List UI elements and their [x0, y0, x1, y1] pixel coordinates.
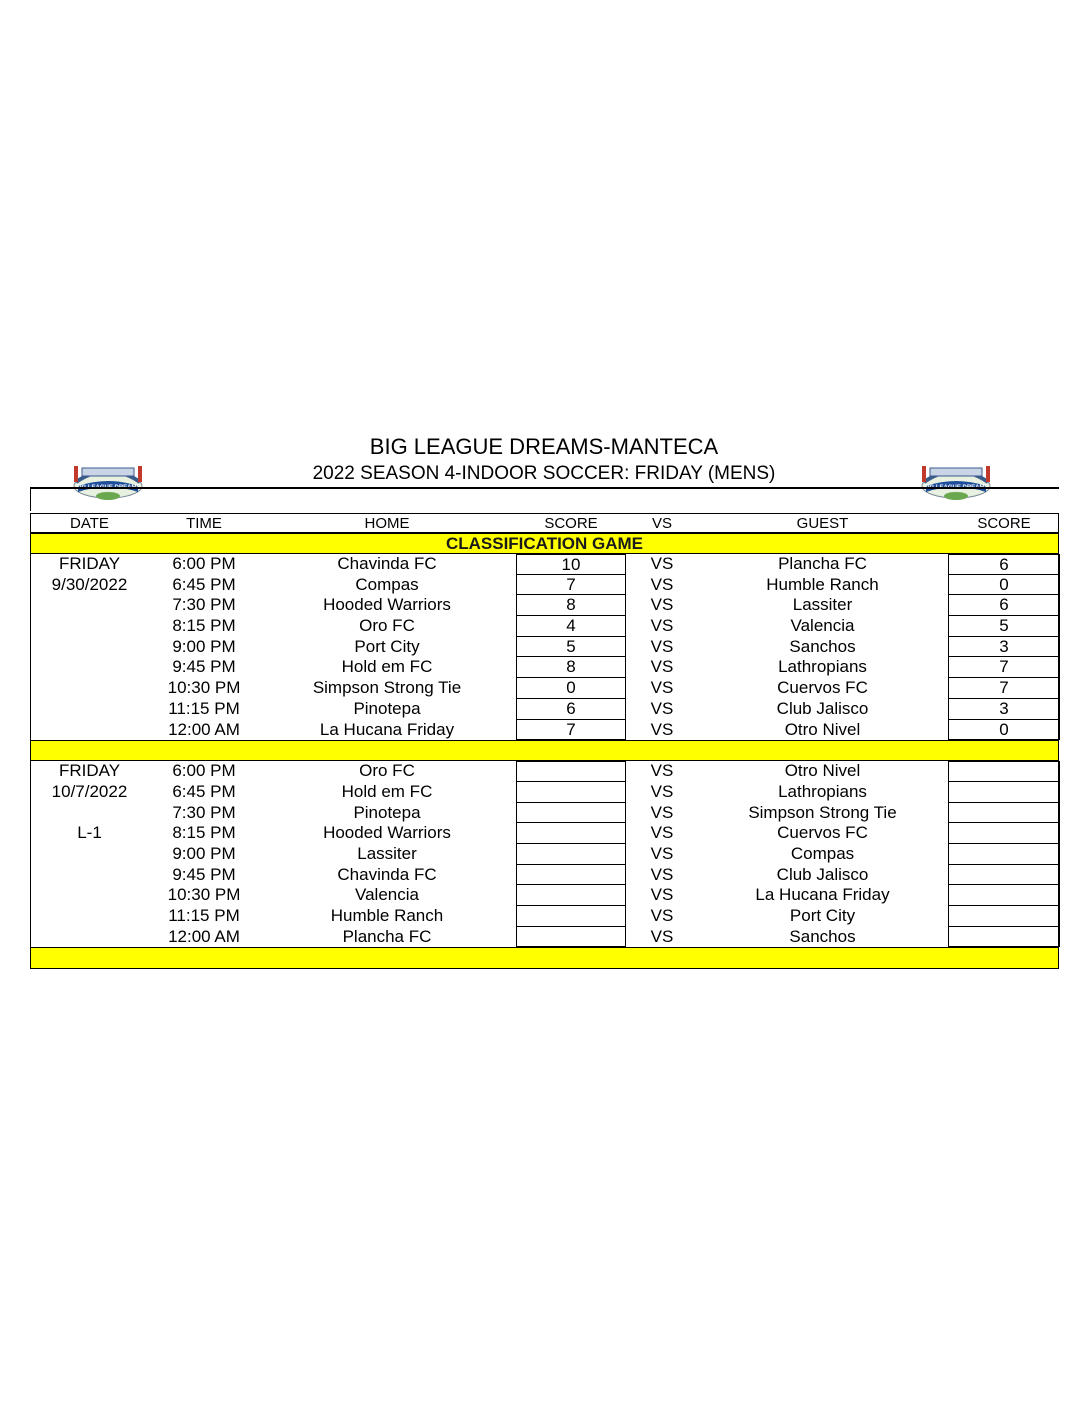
time-cell: 8:15 PM [172, 823, 236, 843]
home-score: 10 [516, 554, 626, 575]
date-cell [31, 844, 148, 865]
date-cell: 9/30/2022 [51, 574, 128, 594]
guest-score: 6 [948, 595, 1060, 616]
guest-score [948, 803, 1060, 824]
home-team: Oro FC [359, 616, 415, 636]
header-vs: VS [651, 515, 672, 532]
home-team: Port City [354, 636, 420, 656]
vs-label: VS [650, 554, 674, 573]
date-cell [31, 595, 148, 616]
time-cell: 9:45 PM [172, 657, 236, 677]
home-score [516, 761, 626, 782]
vs-label: VS [650, 657, 674, 677]
guest-team: Lathropians [778, 781, 867, 801]
time-cell: 6:45 PM [172, 781, 236, 801]
date-cell [31, 803, 148, 824]
guest-team: Port City [789, 906, 856, 925]
date-cell [31, 657, 148, 678]
table-row [31, 823, 1058, 844]
guest-score: 7 [948, 678, 1060, 699]
table-row [31, 720, 1058, 741]
time-cell: 7:30 PM [172, 595, 236, 615]
guest-team: Compas [790, 843, 855, 863]
table-row [31, 554, 1058, 575]
guest-team: Humble Ranch [766, 574, 879, 594]
vs-label: VS [650, 864, 674, 884]
header-date: DATE [70, 515, 109, 532]
date-cell [31, 865, 148, 886]
home-team: Pinotepa [353, 802, 421, 822]
date-cell [31, 637, 148, 658]
time-cell: 11:15 PM [168, 698, 240, 718]
guest-team: Simpson Strong Tie [748, 802, 897, 822]
time-cell: 6:00 PM [172, 761, 236, 781]
home-score [516, 844, 626, 865]
header-guest-score: SCORE [977, 515, 1031, 532]
classification-banner [30, 533, 1059, 554]
vs-label: VS [650, 885, 674, 905]
date-cell: L-1 [77, 823, 102, 843]
table-row [31, 927, 1058, 948]
table-row [31, 595, 1058, 616]
svg-text:BIG LEAGUE DREAMS: BIG LEAGUE DREAMS [923, 485, 989, 491]
home-score: 8 [516, 657, 626, 678]
date-cell: FRIDAY [58, 761, 121, 781]
table-row [31, 803, 1058, 824]
home-team: Hooded Warriors [323, 823, 451, 843]
date-cell [31, 720, 148, 741]
table-row [31, 885, 1058, 906]
table-row [31, 678, 1058, 699]
home-team: Simpson Strong Tie [312, 678, 462, 698]
home-score [516, 823, 626, 844]
date-cell [31, 885, 148, 906]
table-row [31, 657, 1058, 678]
date-cell [31, 699, 148, 720]
guest-team: Lathropians [778, 657, 867, 677]
top-border [30, 487, 1059, 511]
date-cell [31, 678, 148, 699]
header-home: HOME [364, 515, 410, 532]
header-time: TIME [186, 515, 222, 532]
guest-score [948, 865, 1060, 886]
vs-label: VS [650, 906, 674, 925]
vs-label: VS [650, 926, 674, 946]
home-score [516, 865, 626, 886]
banner-label: CLASSIFICATION GAME [445, 534, 644, 553]
guest-team: Club Jalisco [776, 864, 869, 884]
header-score: SCORE [544, 515, 598, 532]
home-team: Plancha FC [342, 926, 432, 946]
home-score [516, 885, 626, 906]
time-cell: 9:00 PM [172, 843, 236, 863]
home-team: Chavinda FC [337, 864, 437, 884]
vs-label: VS [650, 843, 674, 863]
home-team: Hold em FC [341, 781, 433, 801]
guest-score: 3 [948, 637, 1060, 658]
table-row [31, 865, 1058, 886]
guest-score: 6 [948, 554, 1060, 575]
guest-score: 5 [948, 616, 1060, 637]
home-team: Chavinda FC [337, 554, 437, 573]
home-team: Oro FC [359, 761, 415, 781]
guest-team: Sanchos [789, 926, 856, 946]
guest-team: La Hucana Friday [755, 885, 890, 905]
footer-banner [30, 947, 1059, 969]
home-score: 0 [516, 678, 626, 699]
table-row [31, 844, 1058, 865]
home-score [516, 803, 626, 824]
home-team: Hold em FC [341, 657, 433, 677]
guest-team: Otro Nivel [784, 761, 861, 781]
home-score: 8 [516, 595, 626, 616]
home-team: Hooded Warriors [323, 595, 451, 615]
guest-score [948, 844, 1060, 865]
guest-score: 0 [948, 575, 1060, 596]
table-row [31, 761, 1058, 782]
table-row [31, 906, 1058, 927]
svg-text:BIG LEAGUE DREAMS: BIG LEAGUE DREAMS [75, 485, 141, 491]
home-team: La Hucana Friday [319, 719, 455, 739]
date-cell [31, 616, 148, 637]
home-team: Valencia [355, 885, 419, 905]
guest-score: 3 [948, 699, 1060, 720]
table-row [31, 575, 1058, 596]
vs-label: VS [650, 678, 674, 698]
home-score: 5 [516, 637, 626, 658]
vs-label: VS [650, 698, 674, 718]
table-row [31, 699, 1058, 720]
vs-label: VS [650, 719, 674, 739]
guest-score [948, 885, 1060, 906]
time-cell: 7:30 PM [172, 802, 236, 822]
home-team: Lassiter [357, 843, 417, 863]
guest-team: Lassiter [792, 595, 853, 615]
home-team: Humble Ranch [330, 906, 444, 925]
home-score [516, 782, 626, 803]
time-cell: 6:00 PM [172, 554, 236, 573]
time-cell: 8:15 PM [172, 616, 236, 636]
header-guest: GUEST [796, 515, 849, 532]
time-cell: 10:30 PM [167, 885, 241, 905]
guest-team: Valencia [790, 616, 855, 636]
home-team: Compas [355, 574, 419, 594]
date-cell: FRIDAY [58, 554, 121, 573]
table-row [31, 782, 1058, 803]
guest-team: Cuervos FC [777, 678, 868, 698]
vs-label: VS [650, 761, 674, 781]
date-cell [31, 906, 148, 927]
column-headers [30, 513, 1059, 533]
guest-score [948, 761, 1060, 782]
home-score: 7 [516, 575, 626, 596]
vs-label: VS [650, 574, 674, 594]
guest-score [948, 927, 1060, 948]
home-team: Pinotepa [353, 698, 421, 718]
time-cell: 9:45 PM [172, 864, 236, 884]
guest-score [948, 782, 1060, 803]
vs-label: VS [650, 802, 674, 822]
vs-label: VS [650, 636, 674, 656]
vs-label: VS [650, 616, 674, 636]
home-score: 6 [516, 699, 626, 720]
guest-score [948, 823, 1060, 844]
guest-team: Club Jalisco [776, 698, 869, 718]
vs-label: VS [650, 823, 674, 843]
table-row [31, 616, 1058, 637]
page-subtitle: 2022 SEASON 4-INDOOR SOCCER: FRIDAY (MENS) [312, 463, 776, 484]
guest-team: Sanchos [789, 636, 856, 656]
time-cell: 10:30 PM [167, 678, 241, 698]
time-cell: 12:00 AM [168, 719, 240, 739]
time-cell: 9:00 PM [172, 636, 236, 656]
date-cell: 10/7/2022 [51, 781, 128, 801]
separator-banner [30, 740, 1059, 761]
section-10-7 [30, 761, 1059, 947]
home-score [516, 927, 626, 948]
vs-label: VS [650, 595, 674, 615]
schedule-table [30, 513, 1059, 969]
home-score [516, 906, 626, 927]
page-title: BIG LEAGUE DREAMS-MANTECA [369, 434, 719, 459]
home-score: 7 [516, 720, 626, 741]
guest-score [948, 906, 1060, 927]
time-cell: 11:15 PM [168, 906, 240, 925]
date-cell [31, 927, 148, 948]
guest-score: 0 [948, 720, 1060, 741]
guest-team: Otro Nivel [784, 719, 861, 739]
time-cell: 12:00 AM [168, 926, 240, 946]
time-cell: 6:45 PM [172, 574, 236, 594]
vs-label: VS [650, 781, 674, 801]
guest-team: Cuervos FC [777, 823, 868, 843]
guest-score: 7 [948, 657, 1060, 678]
guest-team: Plancha FC [778, 554, 867, 573]
table-row [31, 637, 1058, 658]
section-9-30 [30, 554, 1059, 740]
home-score: 4 [516, 616, 626, 637]
